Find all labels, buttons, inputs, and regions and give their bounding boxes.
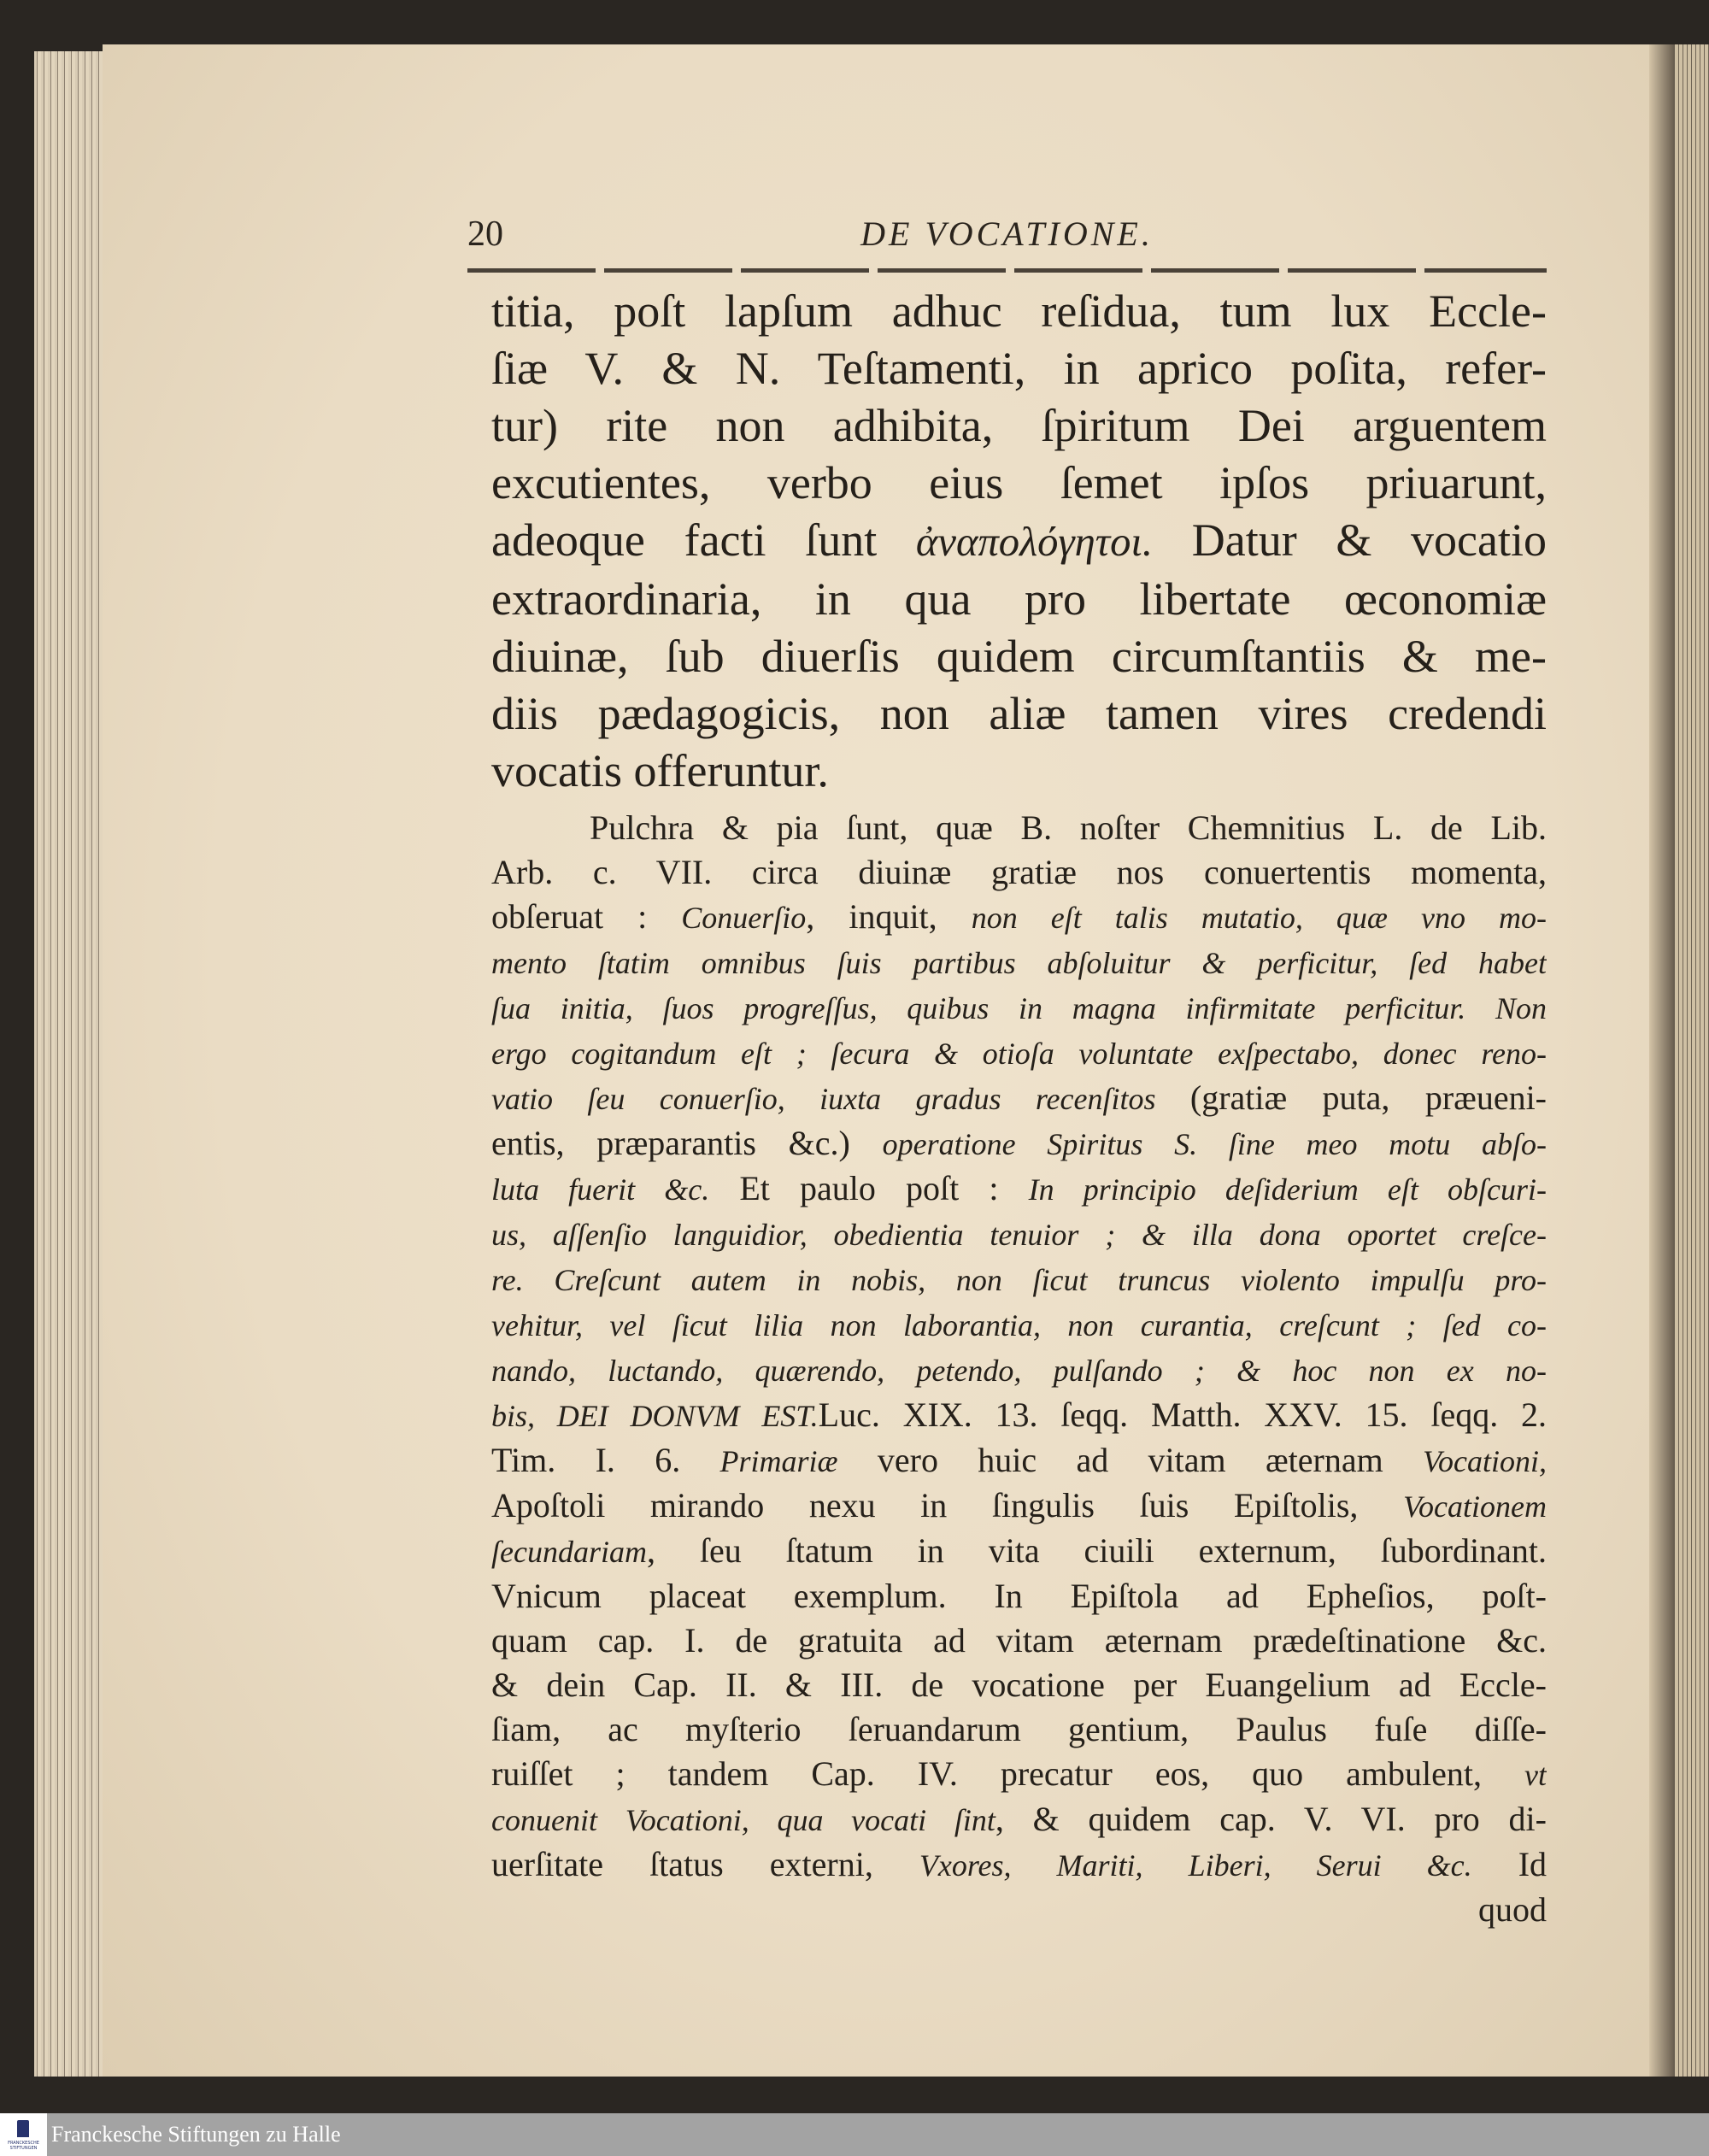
text-line xyxy=(491,1302,1547,1348)
text-line xyxy=(491,283,1547,340)
text-run: vocatis offeruntur. xyxy=(491,745,829,796)
text-run: diuinæ, ſub diuerſis quidem circumſtantiis & me- xyxy=(491,631,1547,682)
text-run: Arb. c. VII. circa diuinæ gratiæ nos conuertentis momenta, xyxy=(491,853,1547,891)
text-run: Vnicum placeat exemplum. In Epiſtola ad Epheſios, poſt- xyxy=(491,1577,1547,1615)
text-line xyxy=(491,806,1547,850)
italic-text: Conuerſio xyxy=(681,901,807,935)
running-title: DE VOCATIONE. xyxy=(860,214,1154,253)
text-run: excutientes, verbo eius ſemet ipſos priuarunt, xyxy=(491,457,1547,508)
italic-text: Vxores, Mariti, Liberi, Serui &c. xyxy=(919,1848,1472,1883)
text-run: Et paulo poſt : xyxy=(709,1169,1029,1207)
text-run: adeoque facti ſunt xyxy=(491,514,916,566)
text-run: entis, præparantis &c.) xyxy=(491,1124,883,1162)
italic-text: ἀναπολόγητοι. xyxy=(915,519,1154,565)
text-run: , ſeu ſtatum in vita ciuili externum, ſubordinant. xyxy=(646,1531,1547,1570)
text-line xyxy=(491,850,1547,895)
italic-text: vt xyxy=(1524,1758,1547,1792)
italic-text: vatio ſeu conuerſio, iuxta gradus recenſitos xyxy=(491,1082,1190,1116)
text-line xyxy=(491,743,1547,800)
text-line xyxy=(491,1438,1547,1483)
text-run: ruiſſet ; tandem Cap. IV. precatur eos, quo ambulent, xyxy=(491,1754,1525,1793)
text-line xyxy=(491,571,1547,628)
text-line xyxy=(491,1121,1547,1166)
text-line xyxy=(491,397,1547,455)
text-run: obſeruat : xyxy=(491,897,682,936)
text-run: Pulchra & pia ſunt, quæ B. noſter Chemnitius L. de Lib. xyxy=(590,808,1547,847)
text-run: extraordinaria, in qua pro libertate œconomiæ xyxy=(491,573,1547,625)
text-run: Datur & vocatio xyxy=(1153,514,1547,566)
italic-text: luta fuerit &c. xyxy=(491,1172,710,1207)
italic-text: nando, luctando, quærendo, petendo, pulſando ; & hoc non ex no- xyxy=(491,1354,1547,1388)
italic-text: ſecundariam xyxy=(491,1535,647,1569)
text-line xyxy=(491,1393,1547,1438)
text-line xyxy=(491,1076,1547,1121)
text-line xyxy=(491,1166,1547,1212)
italic-text: mento ſtatim omnibus ſuis partibus abſoluitur & perficitur, ſed habet xyxy=(491,946,1547,980)
text-line xyxy=(491,1483,1547,1529)
italic-text: ergo cogitandum eſt ; ſecura & otioſa voluntate exſpectabo, donec reno- xyxy=(491,1037,1547,1071)
text-line xyxy=(491,1257,1547,1302)
italic-text: ſua initia, ſuos progreſſus, quibus in magna infirmitate perficitur. Non xyxy=(491,991,1547,1025)
text-run: Tim. I. 6. xyxy=(491,1441,720,1479)
italic-text: operatione Spiritus S. ſine meo motu abſo- xyxy=(882,1127,1547,1161)
institution-logo xyxy=(0,2113,47,2156)
text-line xyxy=(491,1797,1547,1842)
text-line xyxy=(491,455,1547,512)
italic-text: Vocationi, xyxy=(1423,1444,1547,1478)
text-line xyxy=(491,1529,1547,1574)
text-line xyxy=(491,1212,1547,1257)
italic-text: conuenit Vocationi, qua vocati ſint xyxy=(491,1803,995,1837)
text-line xyxy=(491,1574,1547,1618)
text-section-2 xyxy=(491,806,1547,1932)
text-run: ſiæ V. & N. Teſtamenti, in aprico poſita, refer- xyxy=(491,343,1547,394)
text-run: (gratiæ puta, præueni- xyxy=(1189,1078,1547,1117)
text-line xyxy=(491,1031,1547,1076)
text-run: , & quidem cap. V. VI. pro di- xyxy=(995,1800,1547,1838)
text-run: Apoſtoli mirando nexu in ſingulis ſuis Epiſtolis, xyxy=(491,1486,1404,1524)
text-line xyxy=(491,628,1547,685)
italic-text: vehitur, vel ſicut lilia non laborantia, non curantia, creſcunt ; ſed co- xyxy=(491,1308,1547,1342)
logo-icon xyxy=(17,2120,29,2137)
italic-text: non eſt talis mutatio, quæ vno mo- xyxy=(971,901,1547,935)
header-rule xyxy=(467,268,1547,273)
institution-name: Franckesche Stiftungen zu Halle xyxy=(51,2122,341,2147)
text-section-1 xyxy=(491,283,1547,800)
text-line xyxy=(491,340,1547,397)
italic-text: Primariæ xyxy=(719,1444,838,1478)
italic-text: re. Creſcunt autem in nobis, non ſicut truncus violento impulſu pro- xyxy=(491,1263,1547,1297)
text-line xyxy=(491,1618,1547,1663)
text-line xyxy=(491,1663,1547,1707)
text-line xyxy=(491,895,1547,940)
italic-text: us, aſſenſio languidior, obedientia tenuior ; & illa dona oportet creſce- xyxy=(491,1218,1547,1252)
italic-text: bis, DEI DONVM EST. xyxy=(491,1399,819,1433)
text-run: & dein Cap. II. & III. de vocatione per Euangelium ad Eccle- xyxy=(491,1665,1547,1704)
italic-text: Vocationem xyxy=(1403,1489,1547,1524)
text-line xyxy=(491,512,1547,571)
page-number: 20 xyxy=(467,214,503,254)
text-line xyxy=(491,1752,1547,1797)
text-run: diis pædagogicis, non aliæ tamen vires credendi xyxy=(491,688,1547,739)
text-run: quod xyxy=(1478,1890,1547,1929)
text-run: titia, poſt lapſum adhuc reſidua, tum lux Eccle- xyxy=(491,285,1547,337)
logo-text: FRANCKESCHE STIFTUNGEN xyxy=(8,2141,39,2151)
text-run: Luc. XIX. 13. ſeqq. Matth. XXV. 15. ſeqq. 2. xyxy=(818,1395,1547,1434)
text-line xyxy=(491,1842,1547,1888)
text-line xyxy=(491,1888,1547,1932)
facing-page-edge xyxy=(1675,44,1709,2077)
text-line xyxy=(491,985,1547,1031)
text-run: quam cap. I. de gratuita ad vitam æternam prædeſtinatione &c. xyxy=(491,1621,1547,1660)
text-line xyxy=(491,1707,1547,1752)
text-run: ſiam, ac myſterio ſeruandarum gentium, Paulus fuſe diſſe- xyxy=(491,1710,1547,1748)
text-line xyxy=(491,1348,1547,1393)
italic-text: In principio deſiderium eſt obſcuri- xyxy=(1028,1172,1547,1207)
text-line xyxy=(491,685,1547,743)
text-run: tur) rite non adhibita, ſpiritum Dei arguentem xyxy=(491,400,1547,451)
running-head xyxy=(467,214,1547,265)
text-run: , inquit, xyxy=(806,897,972,936)
text-line xyxy=(491,940,1547,985)
footer-bar xyxy=(0,2113,1709,2156)
text-run: uerſitate ſtatus externi, xyxy=(491,1845,919,1883)
text-run: vero huic ad vitam æternam xyxy=(837,1441,1424,1479)
text-run: Id xyxy=(1471,1845,1547,1883)
